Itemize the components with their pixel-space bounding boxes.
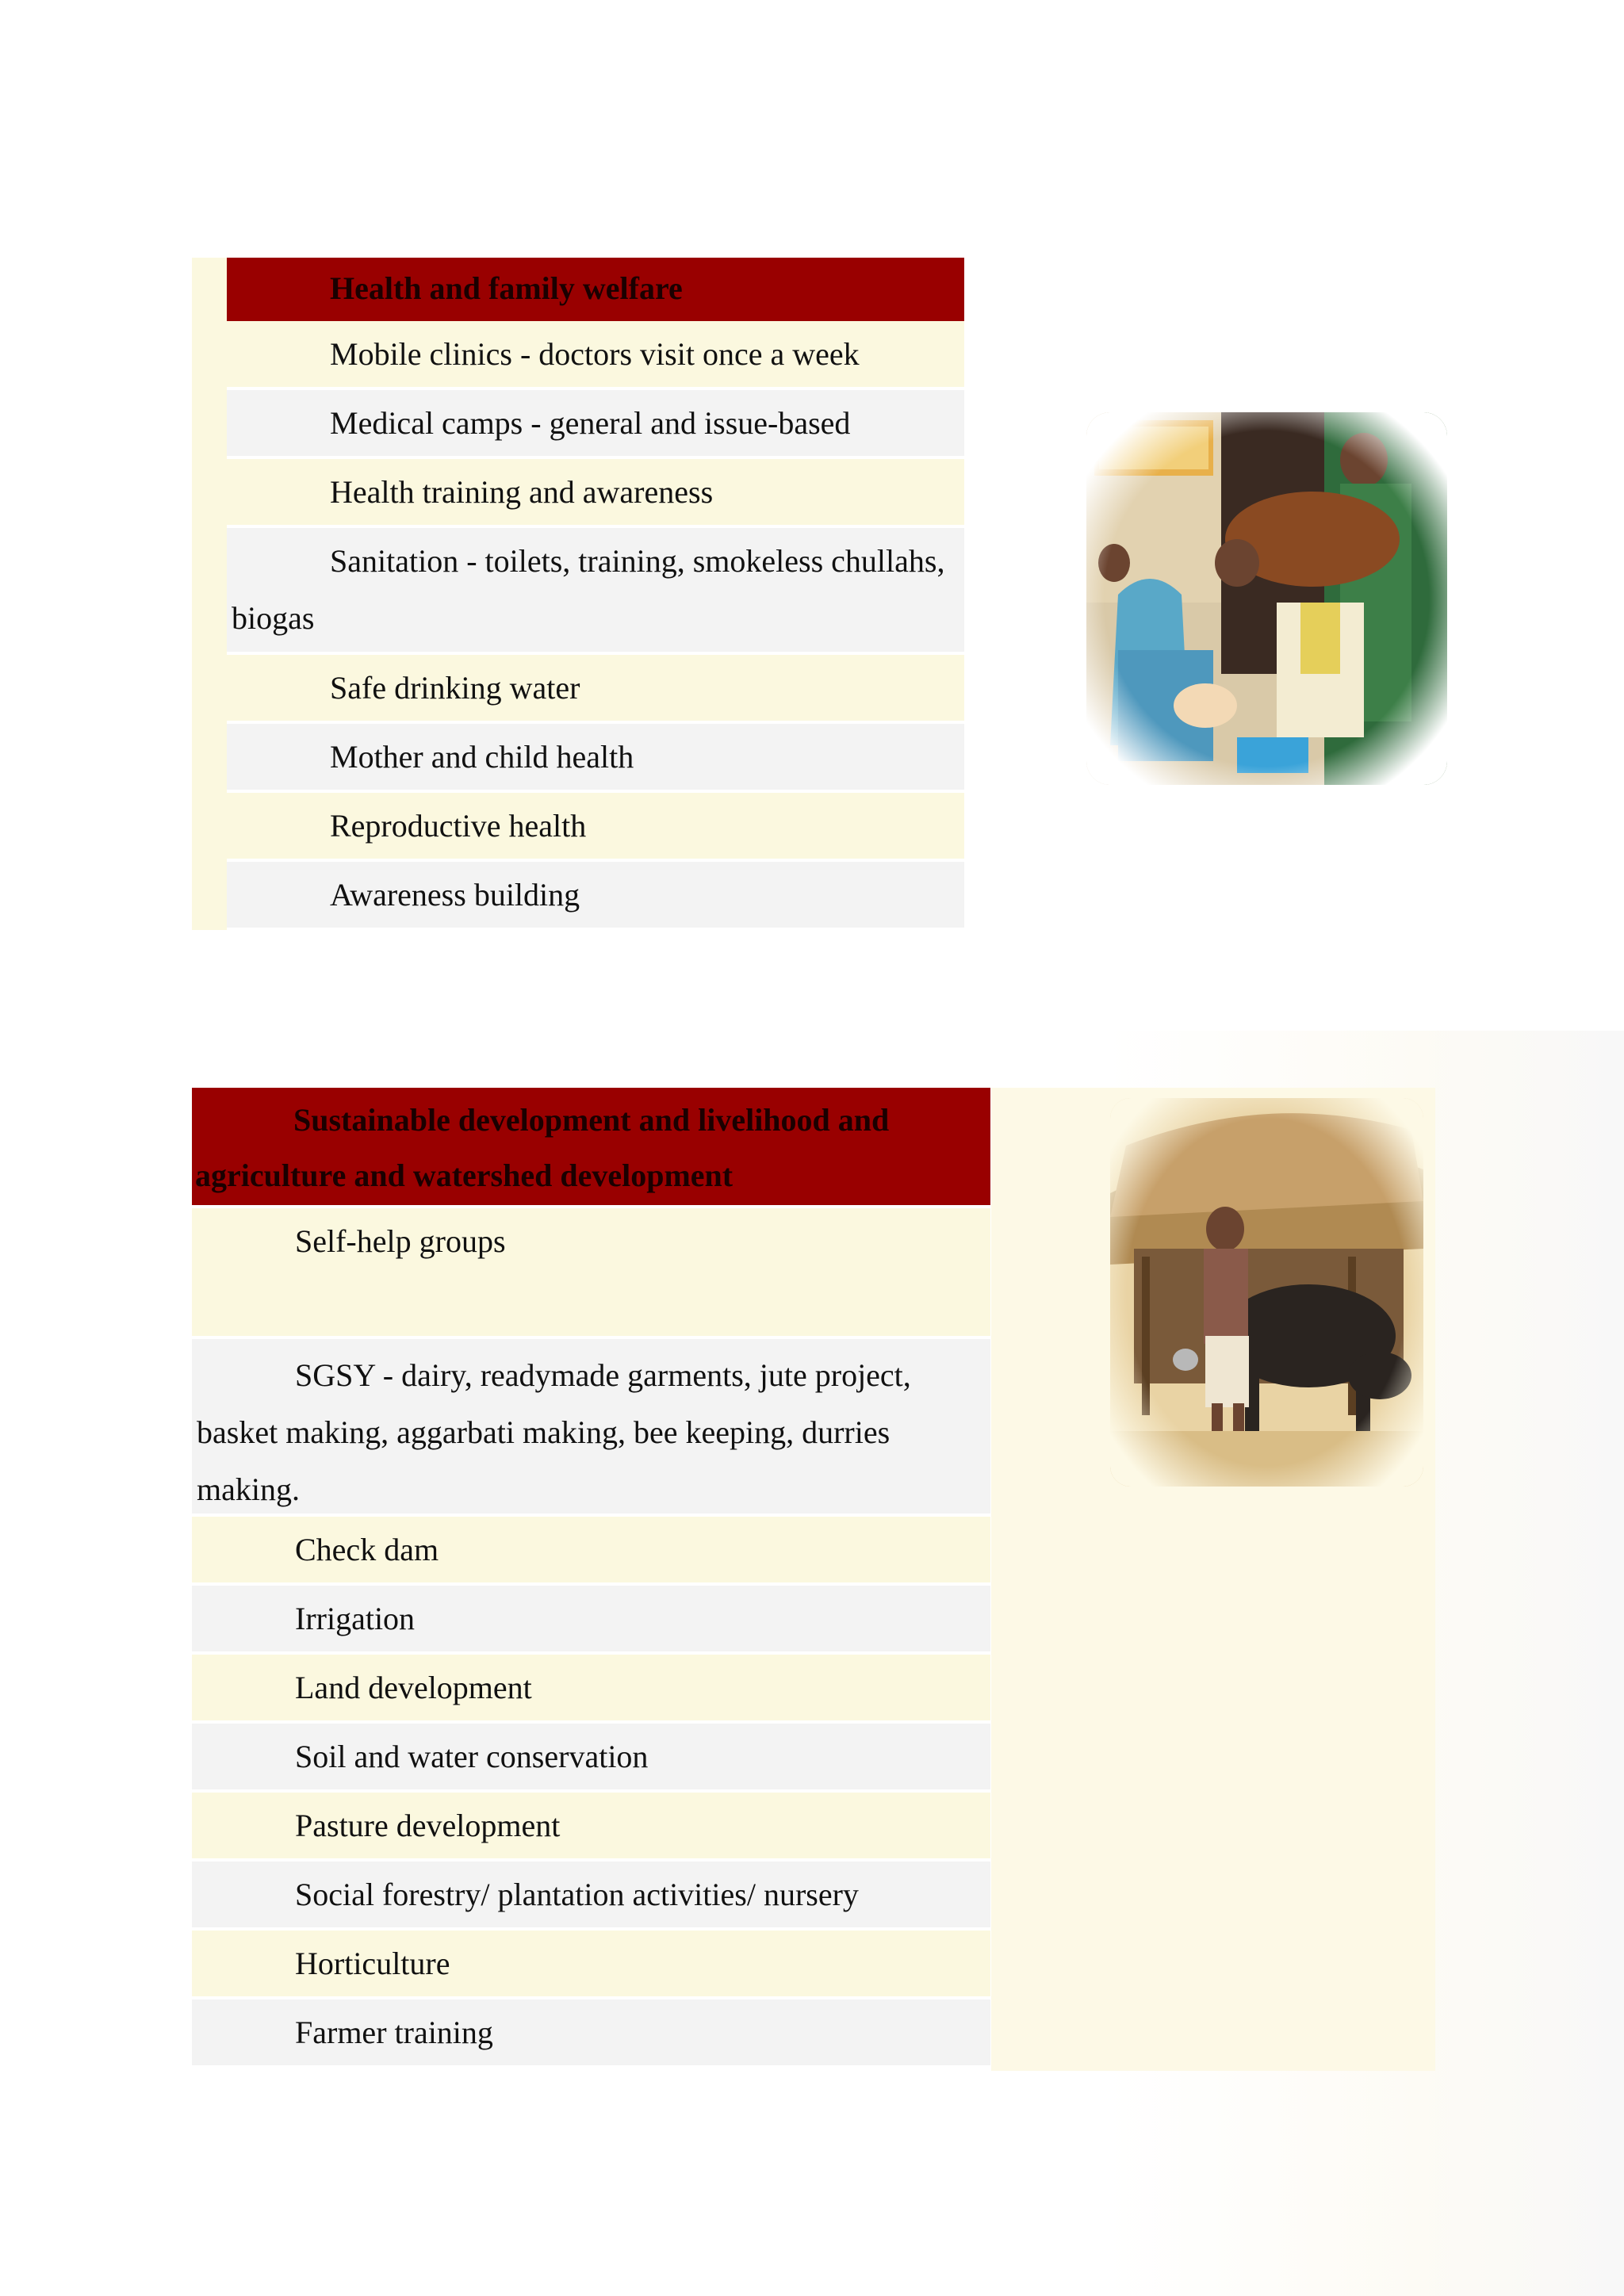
list-item: Horticulture — [295, 1946, 450, 1981]
livelihood-heading-text: Sustainable development and livelihood and agriculture and watershed development — [195, 1102, 890, 1193]
list-item: Reproductive health — [330, 808, 587, 844]
table-row — [192, 1655, 990, 1724]
health-table — [227, 258, 964, 931]
list-item: SGSY - dairy, readymade garments, jute project, basket making, aggarbati making, bee keeping, durries making. — [197, 1357, 911, 1507]
list-item: Irrigation — [295, 1601, 416, 1636]
health-table-heading — [227, 258, 964, 321]
table-row — [192, 1931, 990, 1999]
table-row — [227, 862, 964, 931]
list-item: Check dam — [295, 1532, 439, 1567]
health-table-left-margin — [192, 258, 227, 930]
farmer-with-buffalo-photo — [1110, 1098, 1423, 1487]
table-row — [227, 793, 964, 862]
list-item: Mobile clinics - doctors visit once a week — [330, 336, 860, 372]
table-row — [192, 1208, 990, 1339]
health-heading-text: Health and family welfare — [330, 270, 683, 306]
list-item: Social forestry/ plantation activities/ nursery — [295, 1877, 859, 1912]
livelihood-table — [192, 1088, 990, 2068]
livelihood-table-heading — [192, 1088, 990, 1208]
table-row — [227, 528, 964, 655]
list-item: Health training and awareness — [330, 474, 714, 510]
list-item: Self-help groups — [295, 1223, 506, 1259]
table-row — [192, 1724, 990, 1793]
list-item: Awareness building — [330, 877, 580, 913]
list-item: Soil and water conservation — [295, 1739, 649, 1774]
table-row — [192, 1999, 990, 2068]
table-row — [227, 321, 964, 390]
table-row — [227, 459, 964, 528]
table-row — [227, 390, 964, 459]
table-row — [227, 724, 964, 793]
health-clinic-photo — [1086, 412, 1447, 785]
list-item: Farmer training — [295, 2015, 493, 2050]
list-item: Safe drinking water — [330, 670, 580, 706]
list-item: Medical camps - general and issue-based — [330, 405, 851, 441]
list-item: Land development — [295, 1670, 532, 1705]
list-item: Sanitation - toilets, training, smokeless chullahs, biogas — [232, 543, 945, 636]
table-row — [192, 1862, 990, 1931]
table-row — [227, 655, 964, 724]
table-row — [192, 1586, 990, 1655]
list-item: Pasture development — [295, 1808, 561, 1843]
list-item: Mother and child health — [330, 739, 634, 775]
table-row — [192, 1517, 990, 1586]
table-row — [192, 1339, 990, 1517]
table-row — [192, 1793, 990, 1862]
